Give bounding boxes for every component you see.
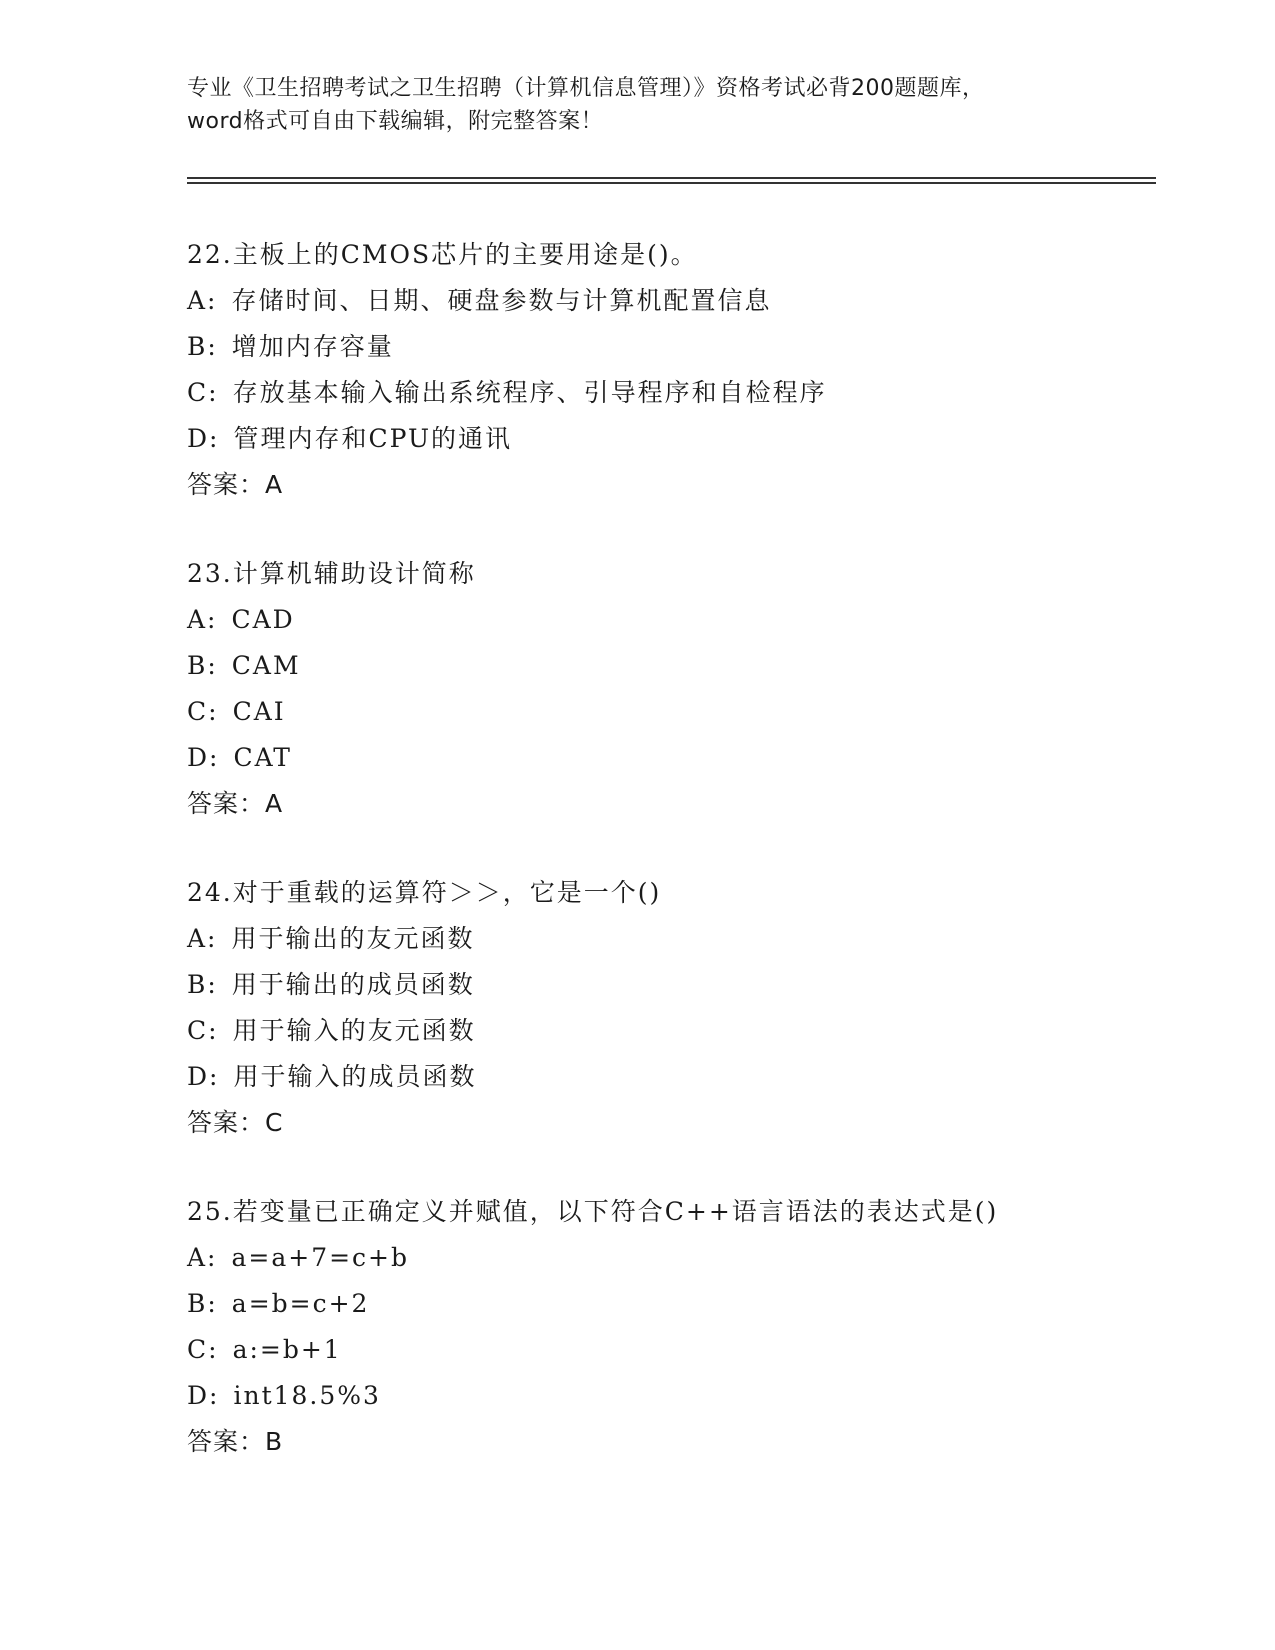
question-25 (187, 1189, 1156, 1465)
option-text: 存储时间、日期、硬盘参数与计算机配置信息 (231, 286, 772, 315)
option-a (187, 597, 1156, 643)
question-stem: 22.主板上的CMOS芯片的主要用途是()。 (187, 240, 698, 269)
option-letter: B: (187, 651, 218, 680)
option-letter: C: (187, 697, 219, 726)
option-text: 用于输出的友元函数 (231, 924, 475, 953)
option-text: CAM (231, 651, 301, 680)
answer-line: 答案：C (187, 1108, 284, 1137)
option-a (187, 916, 1156, 962)
option-letter: B: (187, 1289, 218, 1318)
answer-line: 答案：B (187, 1427, 284, 1456)
question-stem: 24.对于重载的运算符＞＞，它是一个() (187, 878, 662, 907)
option-letter: C: (187, 378, 219, 407)
option-text: 存放基本输入输出系统程序、引导程序和自检程序 (232, 378, 827, 407)
header-divider-bottom (187, 182, 1156, 184)
option-letter: D: (187, 743, 220, 772)
question-list (187, 232, 1156, 1508)
option-d (187, 1373, 1156, 1419)
option-a (187, 1235, 1156, 1281)
question-stem: 23.计算机辅助设计简称 (187, 559, 476, 588)
option-letter: D: (187, 1381, 220, 1410)
option-letter: D: (187, 424, 220, 453)
header-title-line-1: 专业《卫生招聘考试之卫生招聘（计算机信息管理）》资格考试必背200题题库， (187, 76, 985, 101)
option-letter: C: (187, 1016, 219, 1045)
question-22 (187, 232, 1156, 508)
option-letter: B: (187, 970, 218, 999)
option-a (187, 278, 1156, 324)
option-letter: D: (187, 1062, 220, 1091)
option-c (187, 1008, 1156, 1054)
question-23 (187, 551, 1156, 827)
answer-line: 答案：A (187, 789, 284, 818)
header-divider-top (187, 177, 1156, 179)
option-letter: A: (187, 1243, 218, 1272)
option-d (187, 735, 1156, 781)
option-letter: B: (187, 332, 218, 361)
option-text: 用于输入的成员函数 (233, 1062, 477, 1091)
option-text: a=b=c+2 (231, 1289, 370, 1318)
option-text: CAT (233, 743, 292, 772)
option-b (187, 324, 1156, 370)
option-c (187, 370, 1156, 416)
option-d (187, 1054, 1156, 1100)
option-letter: A: (187, 924, 218, 953)
header-title-line-2: word格式可自由下载编辑，附完整答案！ (187, 109, 604, 134)
option-text: CAD (231, 605, 295, 634)
document-header (187, 72, 1087, 138)
option-c (187, 689, 1156, 735)
option-b (187, 643, 1156, 689)
question-stem: 25.若变量已正确定义并赋值，以下符合C++语言语法的表达式是() (187, 1197, 999, 1226)
option-letter: C: (187, 1335, 219, 1364)
option-text: CAI (232, 697, 286, 726)
option-text: 增加内存容量 (231, 332, 394, 361)
option-b (187, 1281, 1156, 1327)
option-text: 用于输出的成员函数 (231, 970, 475, 999)
option-text: a:=b+1 (232, 1335, 342, 1364)
option-c (187, 1327, 1156, 1373)
option-d (187, 416, 1156, 462)
option-text: 管理内存和CPU的通讯 (233, 424, 513, 453)
option-text: 用于输入的友元函数 (232, 1016, 476, 1045)
option-letter: A: (187, 286, 218, 315)
answer-line: 答案：A (187, 470, 284, 499)
question-24 (187, 870, 1156, 1146)
option-text: int18.5%3 (233, 1381, 381, 1410)
option-letter: A: (187, 605, 218, 634)
option-text: a=a+7=c+b (231, 1243, 409, 1272)
option-b (187, 962, 1156, 1008)
